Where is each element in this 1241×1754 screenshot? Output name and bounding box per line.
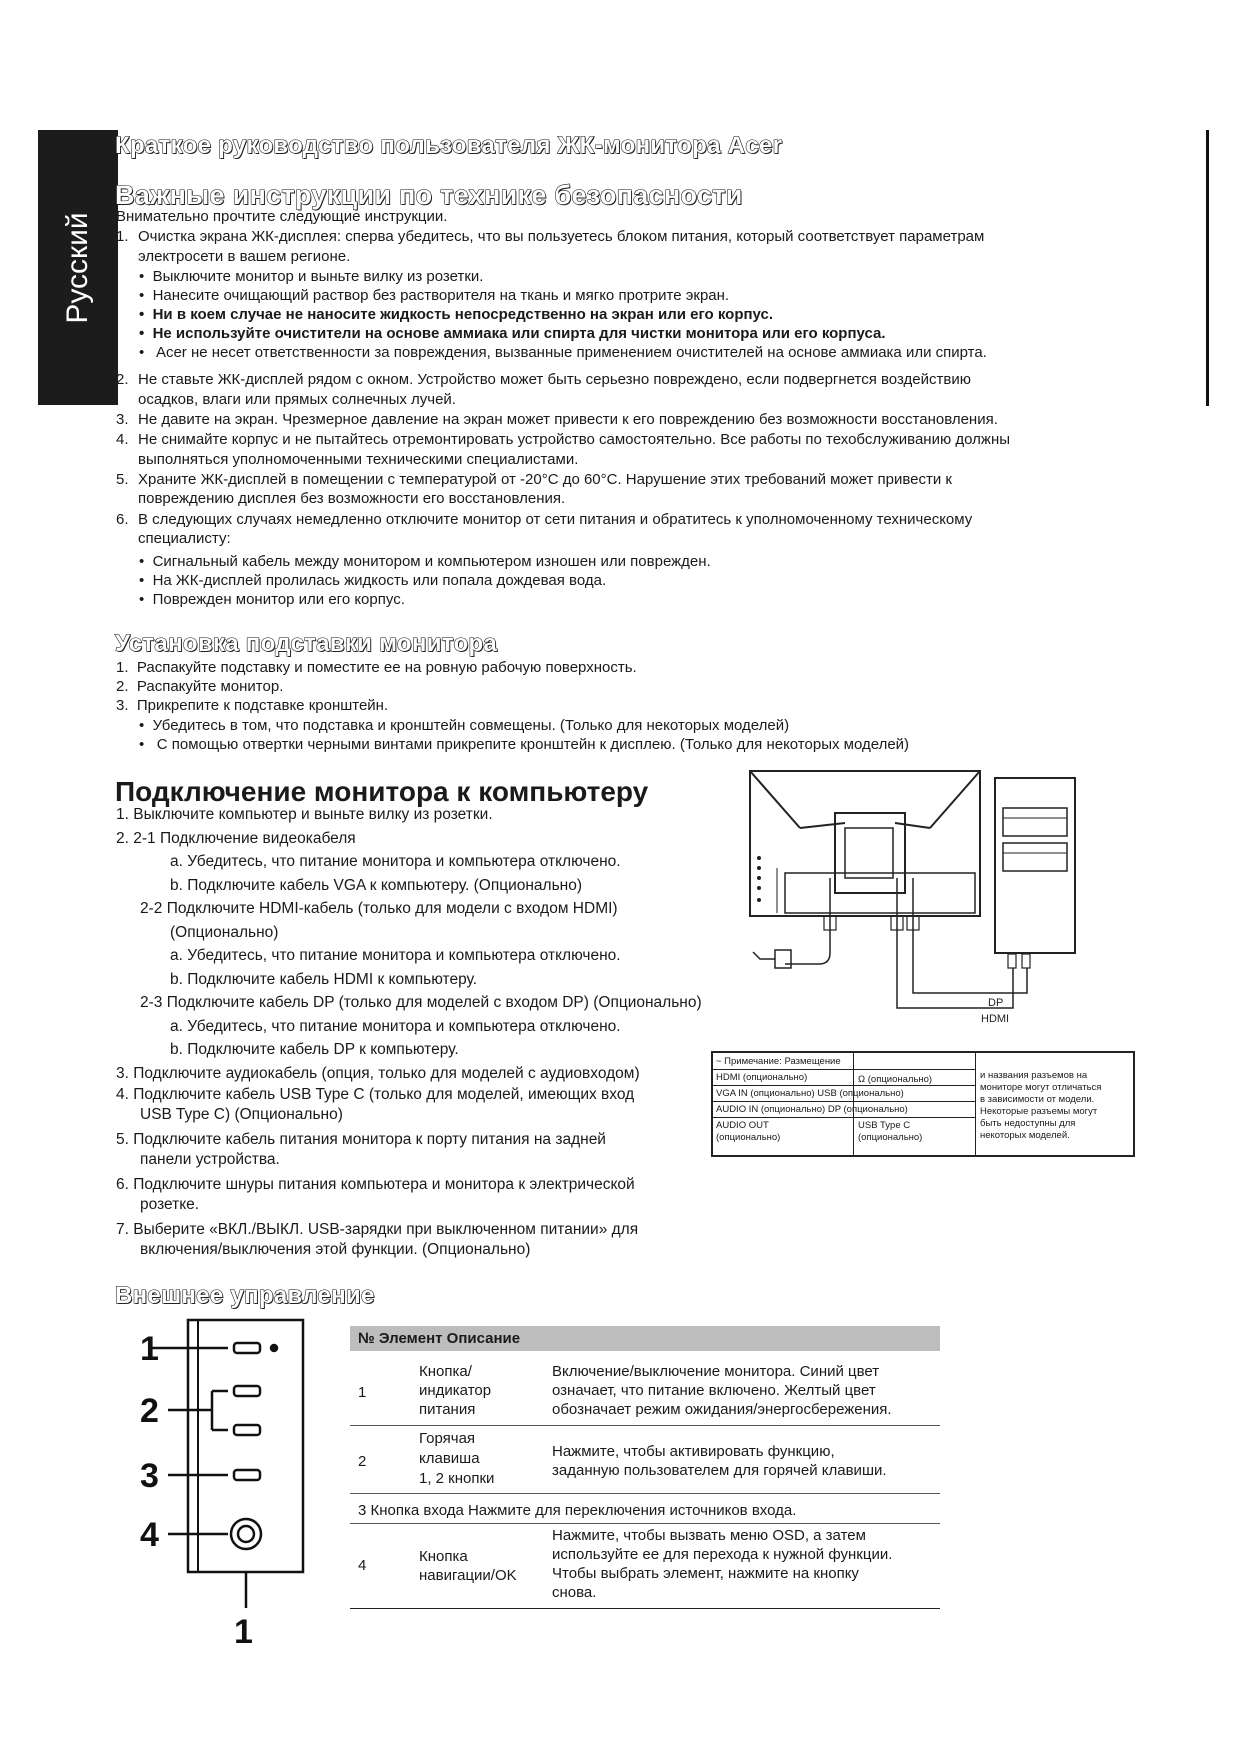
table-row: 4 Кнопка навигации/OK Нажмите, чтобы вызвать меню OSD, а затем используйте ее для перехода к нужной функции. Чтобы выбрать элемент, нажмите на кнопку снова.	[350, 1526, 940, 1609]
bullet-item: • Выключите монитор и выньте вилку из розетки.	[139, 268, 484, 285]
note-cell: Некоторые разъемы могут	[980, 1106, 1098, 1117]
connect-heading: Подключение монитора к компьютеру	[115, 776, 649, 807]
callout-4: 4	[140, 1516, 159, 1554]
callout-3: 3	[140, 1457, 159, 1495]
step: b. Подключите кабель VGA к компьютеру. (Опционально)	[170, 876, 583, 894]
power-button	[234, 1343, 260, 1353]
step: 5. Подключите кабель питания монитора к порту питания на задней	[116, 1131, 606, 1148]
safety-item-1	[116, 227, 985, 265]
safety-item-2: 2. Не ставьте ЖК-дисплей рядом с окном. Устройство может быть серьезно повреждено, если подвергнется воздействию осадков, влаги или прямых солнечных лучей.	[116, 371, 971, 408]
step: 2-3 Подключите кабель DP (только для моделей с входом DP) (Опционально)	[140, 994, 702, 1011]
connect-steps	[116, 803, 702, 1085]
step: a. Убедитесь, что питание монитора и компьютера отключено.	[170, 947, 621, 964]
dp-label: DP	[988, 997, 1004, 1009]
safety-intro: Внимательно прочтите следующие инструкции.	[116, 208, 448, 225]
language-tab	[38, 130, 118, 405]
stand-heading: Установка подставки монитора	[115, 630, 498, 657]
callout-1: 1	[140, 1330, 159, 1368]
step: 3. Подключите аудиокабель (опция, только для моделей с аудиовходом)	[116, 1064, 640, 1082]
bullet-item: • Поврежден монитор или его корпус.	[139, 591, 405, 608]
connector-note-table	[711, 1051, 1135, 1157]
bullet-item: • Acer не несет ответственности за повреждения, вызванные применением очистителей на основе аммиака или спирта.	[139, 344, 987, 361]
hotkey-1-button	[234, 1386, 260, 1396]
step: a. Убедитесь, что питание монитора и компьютера отключено.	[170, 1017, 621, 1035]
power-led	[271, 1345, 277, 1351]
bullet-list	[139, 267, 987, 362]
controls-table	[350, 1326, 940, 1601]
step: 7. Выберите «ВКЛ./ВЫКЛ. USB-зарядки при выключенном питании» для	[116, 1221, 639, 1238]
stand-list	[116, 658, 637, 715]
safety-item-5: 5. Храните ЖК-дисплей в помещении с температурой от -20°C до 60°C. Нарушение этих требований может привести к повреждению дисплея без возможности его восстановления.	[116, 471, 952, 507]
input-button	[234, 1470, 260, 1480]
bullet-list	[139, 552, 711, 609]
step: 2. 2-1 Подключение видеокабеля	[116, 829, 356, 847]
connection-diagram	[745, 768, 1085, 1036]
step: b. Подключите кабель DP к компьютеру.	[170, 1041, 459, 1058]
bullet-item: • Нанесите очищающий раствор без растворителя на ткань и мягко протрите экран.	[139, 287, 730, 304]
note-cell: быть недоступны для	[980, 1118, 1076, 1129]
item-text: электросети в вашем регионе.	[138, 248, 351, 265]
callout-2: 2	[140, 1392, 159, 1430]
bullet-item: • С помощью отвертки черными винтами прикрепите кронштейн к дисплею. (Только для некоторых моделей)	[139, 736, 910, 753]
safety-item-6: 6. В следующих случаях немедленно отключите монитор от сети питания и обратитесь к уполномоченному техническому специалисту:	[116, 511, 973, 547]
headphone-icon: Ω	[858, 1074, 868, 1085]
margin-bar	[1206, 130, 1209, 406]
page-title: Краткое руководство пользователя ЖК-монитора Acer	[115, 132, 783, 159]
item-text: Очистка экрана ЖК-дисплея: сперва убедитесь, что вы пользуетесь блоком питания, который соответствует параметрам	[138, 228, 985, 245]
note-cell: мониторе могут отличаться	[980, 1082, 1102, 1093]
step: (Опционально)	[170, 923, 279, 941]
step: USB Type C) (Опционально)	[140, 1105, 343, 1123]
language-label: Русский	[61, 211, 94, 324]
step: розетке.	[140, 1195, 200, 1213]
hotkey-2-button	[234, 1425, 260, 1435]
control-panel-diagram	[130, 1318, 310, 1648]
note-cell: некоторых моделей.	[980, 1130, 1070, 1141]
table-header: № Элемент Описание	[350, 1326, 940, 1351]
computer-case	[995, 778, 1075, 953]
step: включения/выключения этой функции. (Опционально)	[140, 1240, 531, 1258]
note-cell: Ω (опционально)	[858, 1074, 933, 1085]
note-cell: (опционально)	[716, 1132, 781, 1143]
note-cell: и названия разъемов на	[980, 1070, 1088, 1081]
bullet-item: • Убедитесь в том, что подставка и кронштейн совмещены. (Только для некоторых моделей)	[139, 717, 790, 734]
connect-steps-2	[116, 1085, 638, 1259]
safety-heading: Важные инструкции по технике безопасности	[115, 180, 743, 210]
navigation-button	[231, 1519, 261, 1549]
note-cell: в зависимости от модели.	[980, 1094, 1095, 1105]
note-cell: USB Type C	[858, 1120, 911, 1131]
step: 4. Подключите кабель USB Type C (только для моделей, имеющих вход	[116, 1086, 635, 1103]
bullet-item: • На ЖК-дисплей пролилась жидкость или попала дождевая вода.	[139, 572, 607, 589]
controls-heading: Внешнее управление	[115, 1282, 375, 1309]
note-cell: AUDIO IN (опционально) DP (опционально)	[716, 1104, 908, 1115]
step: a. Убедитесь, что питание монитора и компьютера отключено.	[170, 853, 621, 870]
note-cell: AUDIO OUT	[716, 1120, 769, 1131]
bullet-list	[139, 716, 909, 754]
list-item: 1. Распакуйте подставку и поместите ее на ровную рабочую поверхность.	[116, 659, 637, 676]
note-cell: ~ Примечание: Размещение	[716, 1056, 841, 1067]
hdmi-label: HDMI	[981, 1013, 1010, 1025]
step: 6. Подключите шнуры питания компьютера и монитора к электрической	[116, 1176, 635, 1193]
step: 1. Выключите компьютер и выньте вилку из розетки.	[116, 806, 493, 823]
step: панели устройства.	[140, 1150, 280, 1168]
table-row: 3 Кнопка входа Нажмите для переключения источников входа.	[350, 1498, 940, 1524]
bullet-item: • Не используйте очистители на основе аммиака или спирта для чистки монитора или его корпуса.	[139, 325, 886, 342]
table-row: 2 Горячая клавиша 1, 2 кнопки Нажмите, чтобы активировать функцию, заданную пользователем для горячей клавиши.	[350, 1429, 940, 1494]
callout-1-bottom: 1	[234, 1613, 253, 1648]
bullet-item: • Ни в коем случае не наносите жидкость непосредственно на экран или его корпус.	[139, 306, 774, 323]
step: 2-2 Подключите HDMI-кабель (только для модели с входом HDMI)	[140, 900, 618, 917]
safety-item-3: 3. Не давите на экран. Чрезмерное давление на экран может привести к его повреждению без возможности восстановления.	[116, 411, 998, 428]
bullet-item: • Сигнальный кабель между монитором и компьютером изношен или поврежден.	[139, 553, 711, 570]
item-number: 1.	[116, 228, 129, 245]
note-cell: HDMI (опционально)	[716, 1072, 808, 1083]
safety-item-4: 4. Не снимайте корпус и не пытайтесь отремонтировать устройство самостоятельно. Все работы по техобслуживанию должны выполняться уполномоченными техническими специалистами.	[116, 431, 1011, 468]
table-row: 1 Кнопка/ индикатор питания Включение/выключение монитора. Синий цвет означает, что питание включено. Желтый цвет обозначает режим ожидания/энергосбережения.	[350, 1362, 940, 1426]
list-item: 2. Распакуйте монитор.	[116, 678, 284, 695]
step: b. Подключите кабель HDMI к компьютеру.	[170, 970, 478, 988]
note-cell: VGA IN (опционально) USB (опционально)	[716, 1088, 904, 1099]
note-cell: (опционально)	[858, 1132, 923, 1143]
list-item: 3. Прикрепите к подставке кронштейн.	[116, 697, 389, 714]
